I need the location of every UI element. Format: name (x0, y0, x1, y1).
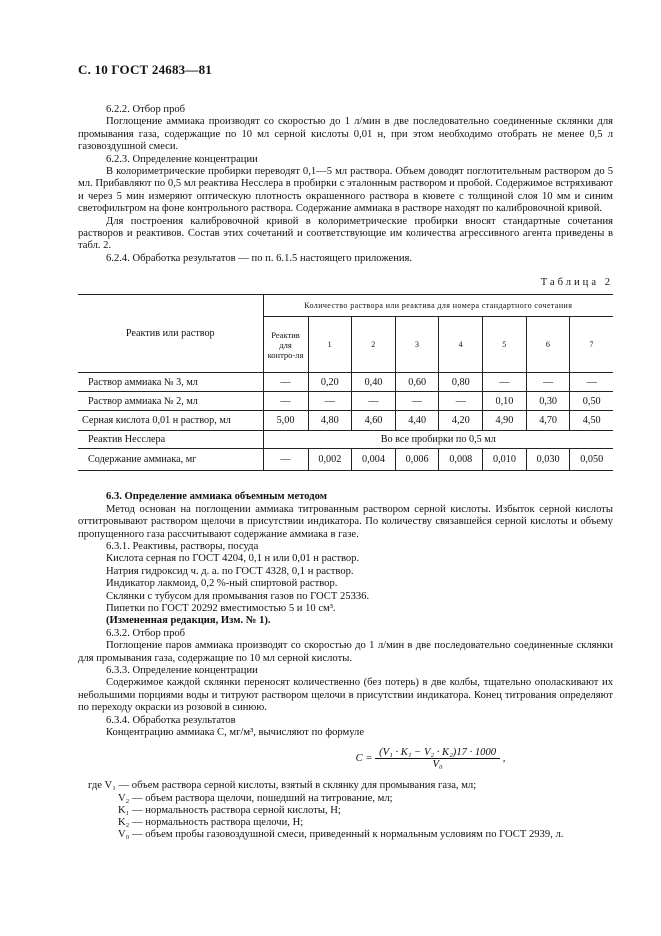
table-cell: — (483, 373, 527, 392)
table-cell: 4,90 (483, 411, 527, 431)
row-label: Реактив Несслера (78, 431, 263, 449)
table-cell: — (263, 392, 308, 411)
table-cell: 4,70 (526, 411, 570, 431)
table-cell: — (352, 392, 396, 411)
section-632-title: 6.3.2. Отбор проб (106, 627, 186, 639)
section-631-title: 6.3.1. Реактивы, растворы, посуда (106, 540, 259, 552)
row-label: Содержание аммиака, мг (78, 449, 263, 471)
table-caption: Таблица 2 (540, 277, 613, 289)
list-item: Натрия гидроксид ч. д. а. по ГОСТ 4328, 0,1 н раствор. (106, 565, 354, 577)
table-cell: — (526, 373, 570, 392)
table-cell: 0,030 (526, 449, 570, 471)
formula-denominator: V₀ (432, 759, 443, 771)
document-page (78, 62, 613, 841)
section-633-text: Содержимое каждой склянки переносят количественно (без потерь) в две колбы, тщательно ополаскивают их небольшими порциями воды и титруют раствором щелочи в присутствии индикатора. Конец титрования определяют по переходу окраски из розовой в синюю. (78, 677, 613, 714)
table-row (78, 411, 613, 431)
section-633-title: 6.3.3. Определение концентрации (106, 664, 258, 676)
table-cell: 4,40 (395, 411, 439, 431)
section-623-title: 6.2.3. Определение концентрации (106, 153, 258, 165)
calibration-text: Для построения калибровочной кривой в колориметрические пробирки вносят стандартные сочетания растворов и реактивов. Состав этих сочетаний и соответствующие им количества агрессивного агента приведены в табл. 2. (78, 215, 613, 252)
list-item: Кислота серная по ГОСТ 4204, 0,1 н или 0,01 н раствор. (106, 553, 360, 565)
table-cell: 0,50 (570, 392, 613, 411)
table-cell: 0,002 (308, 449, 352, 471)
formula-lhs: C = (355, 753, 373, 765)
table-row (78, 431, 613, 449)
header-group: Количество раствора или реактива для номера стандартного сочетания (263, 295, 613, 317)
table-cell: — (263, 449, 308, 471)
definition-item: K₁ — нормальность раствора серной кислоты, Н; (118, 804, 341, 816)
table-cell: 0,80 (439, 373, 483, 392)
table-cell: 0,20 (308, 373, 352, 392)
list-item: Пипетки по ГОСТ 20292 вместимостью 5 и 10 см³. (106, 602, 336, 614)
definition-item: где V₁ — объем раствора серной кислоты, взятый в склянку для промывания газа, мл; (88, 780, 477, 792)
definition-item: V₂ — объем раствора щелочи, пошедший на титрование, мл; (118, 792, 393, 804)
section-632-text: Поглощение паров аммиака производят со скоростью до 1 л/мин в две последовательно соединенные склянки для промывания газа, содержащие по 10 мл серной кислоты. (78, 640, 613, 664)
section-63-title: 6.3. Определение аммиака объемным методом (106, 491, 327, 503)
table-cell: 4,20 (439, 411, 483, 431)
header-num: 5 (483, 317, 527, 373)
table-2 (78, 294, 613, 471)
table-cell: — (263, 373, 308, 392)
table-cell: 4,60 (352, 411, 396, 431)
table-cell: 0,004 (352, 449, 396, 471)
table-cell: 0,60 (395, 373, 439, 392)
table-cell: — (395, 392, 439, 411)
header-reagent: Реактив или раствор (78, 295, 263, 373)
table-cell: 4,80 (308, 411, 352, 431)
row-label: Раствор аммиака № 3, мл (78, 373, 263, 392)
formula-numerator: (V₁ · K₁ − V₂ · K₂)17 · 1000 (375, 747, 500, 759)
formula-fraction (375, 747, 500, 770)
section-622-text: Поглощение аммиака производят со скоростью до 1 л/мин в две последовательно соединенные склянки для промывания газа, содержащие по 10 мл серной кислоты 0,01 н, при этом необходимо отобрать не менее 0,5 л газовоздушной смеси. (78, 116, 613, 153)
table-row (78, 449, 613, 471)
table-cell: 0,40 (352, 373, 396, 392)
table-cell: — (308, 392, 352, 411)
header-num: 4 (439, 317, 483, 373)
header-num: 6 (526, 317, 570, 373)
table-row (78, 373, 613, 392)
header-num: 3 (395, 317, 439, 373)
header-num: 7 (570, 317, 613, 373)
definition-item: K₂ — нормальность раствора щелочи, Н; (118, 817, 304, 829)
table-row (78, 392, 613, 411)
table-cell: — (570, 373, 613, 392)
concentration-formula (248, 747, 613, 770)
section-623-text: В колориметрические пробирки переводят 0,1—5 мл раствора. Объем доводят поглотительным раствором до 5 мл. Прибавляют по 0,5 мл реактива Несслера в пробирки с эталонным раствором и пробой. Содержимое встряхивают и через 5 мин измеряют оптическую плотность окрашенного раствора в кювете с толщиной слоя 10 мм и синим светофильтром на фоне контрольного раствора. Содержание аммиака в растворе находят по калибровочной кривой. (78, 166, 613, 215)
formula-intro: Концентрацию аммиака С, мг/м³, вычисляют по формуле (106, 727, 365, 738)
table-cell: 0,010 (483, 449, 527, 471)
table-cell: — (439, 392, 483, 411)
list-item: Склянки с тубусом для промывания газов по ГОСТ 25336. (106, 590, 370, 602)
table-cell: 5,00 (263, 411, 308, 431)
formula-trail: , (502, 753, 506, 765)
row-label: Раствор аммиака № 2, мл (78, 392, 263, 411)
list-item: Индикатор лакмоид, 0,2 %-ный спиртовой раствор. (106, 578, 338, 590)
header-num: 1 (308, 317, 352, 373)
section-624-text: 6.2.4. Обработка результатов — по п. 6.1.5 настоящего приложения. (106, 252, 413, 264)
table-cell: 0,006 (395, 449, 439, 471)
page-header: С. 10 ГОСТ 24683—81 (78, 62, 212, 77)
row-label: Серная кислота 0,01 н раствор, мл (78, 411, 263, 431)
header-control: Реактив для контро-ля (263, 317, 308, 373)
formula-definitions (78, 780, 613, 841)
section-622-title: 6.2.2. Отбор проб (106, 104, 186, 115)
table-cell: 0,10 (483, 392, 527, 411)
table-cell: Во все пробирки по 0,5 мл (263, 431, 613, 449)
header-num: 2 (352, 317, 396, 373)
table-cell: 4,50 (570, 411, 613, 431)
table-cell: 0,30 (526, 392, 570, 411)
amendment-note: (Измененная редакция, Изм. № 1). (106, 615, 271, 627)
table-cell: 0,050 (570, 449, 613, 471)
table-cell: 0,008 (439, 449, 483, 471)
section-634-title: 6.3.4. Обработка результатов (106, 714, 236, 726)
definition-item: V₀ — объем пробы газовоздушной смеси, приведенный к нормальным условиям по ГОСТ 2939, л. (118, 829, 564, 841)
section-63-text: Метод основан на поглощении аммиака титрованным раствором серной кислоты. Избыток серной кислоты оттитровывают раствором щелочи в присутствии индикатора. По количеству связавшейся серной кислоты и объему пропущенного газа рассчитывают содержание аммиака в газе. (78, 503, 613, 540)
